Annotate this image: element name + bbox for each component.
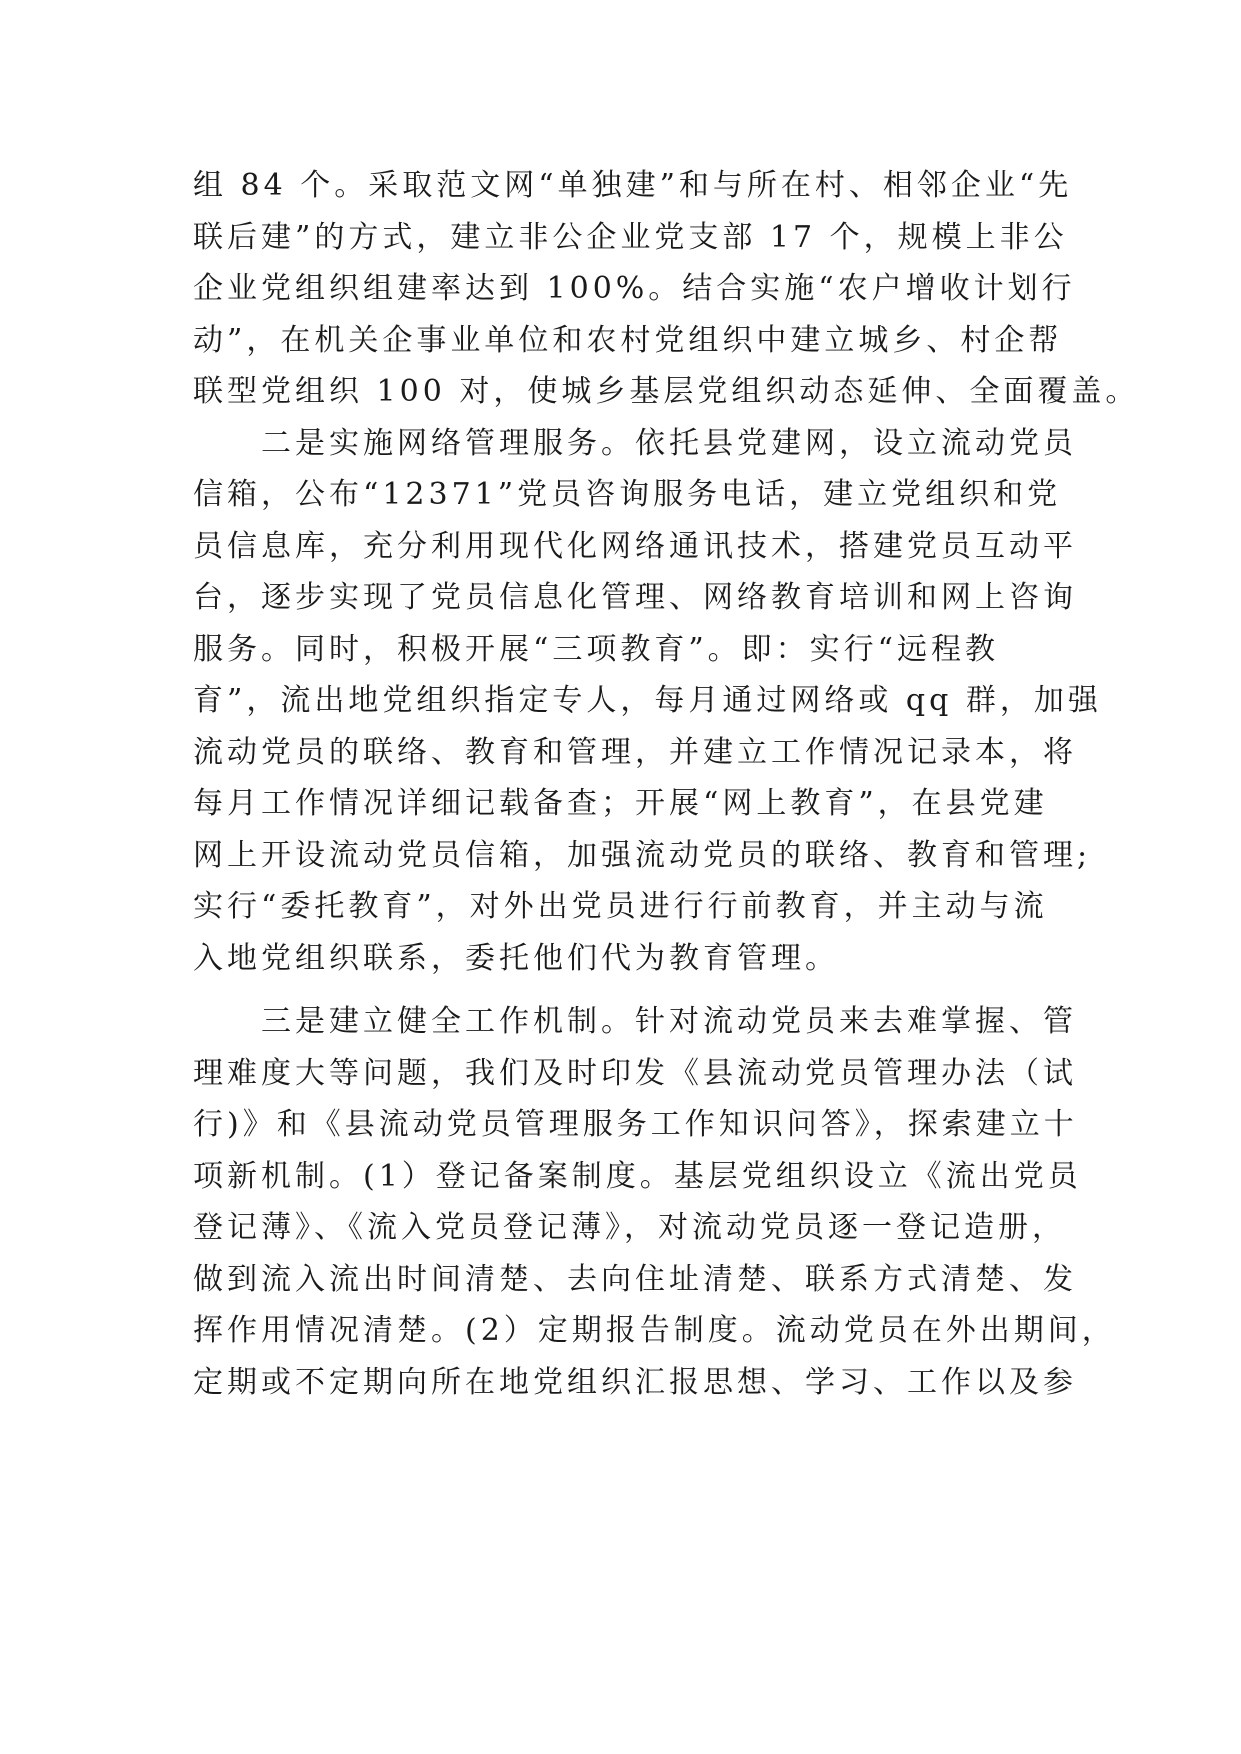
text-line: 台，逐步实现了党员信息化管理、网络教育培训和网上咨询 (193, 580, 1077, 615)
text-line: 定期或不定期向所在地党组织汇报思想、学习、工作以及参 (193, 1364, 1077, 1400)
text-line: 员信息库，充分利用现代化网络通讯技术，搭建党员互动平 (193, 528, 1077, 564)
text-line: 挥作用情况清楚。(2）定期报告制度。流动党员在外出期间， (193, 1313, 1116, 1348)
text-line: 项新机制。(1）登记备案制度。基层党组织设立《流出党员 (193, 1158, 1082, 1194)
text-line: 行)》和《县流动党员管理服务工作知识问答》，探索建立十 (193, 1107, 1078, 1142)
text-line: 联型党组织 100 对，使城乡基层党组织动态延伸、全面覆盖。 (193, 374, 1140, 409)
text-line: 实行“委托教育”，对外出党员进行行前教育，并主动与流 (193, 889, 1048, 924)
text-line: 动”，在机关企事业单位和农村党组织中建立城乡、村企帮 (193, 322, 1063, 358)
text-line: 每月工作情况详细记载备查；开展“网上教育”，在县党建 (193, 786, 1048, 821)
text-line: 信箱，公布“12371”党员咨询服务电话，建立党组织和党 (193, 477, 1062, 512)
text-line: 网上开设流动党员信箱，加强流动党员的联络、教育和管理; (193, 837, 1092, 873)
body-text (193, 160, 1140, 1408)
paragraph-gap (193, 984, 1055, 996)
text-line: 流动党员的联络、教育和管理，并建立工作情况记录本，将 (193, 734, 1077, 770)
text-line: 做到流入流出时间清楚、去向住址清楚、联系方式清楚、发 (193, 1261, 1077, 1297)
text-line: 服务。同时，积极开展“三项教育”。即：实行“远程教 (193, 631, 1000, 667)
text-line: 联后建”的方式，建立非公企业党支部 17 个，规模上非公 (193, 219, 1068, 255)
text-line: 登记薄》、《流入党员登记薄》，对流动党员逐一登记造册， (193, 1210, 1066, 1245)
text-line: 育”，流出地党组织指定专人，每月通过网络或 qq 群，加强 (193, 683, 1102, 718)
text-line: 企业党组织组建率达到 100%。结合实施“农户增收计划行 (193, 271, 1076, 306)
text-line: 组 84 个。采取范文网“单独建”和与所在村、相邻企业“先 (193, 168, 1073, 203)
text-line: 入地党组织联系，委托他们代为教育管理。 (193, 940, 839, 976)
text-line: 三是建立健全工作机制。针对流动党员来去难掌握、管 (193, 1004, 1077, 1039)
text-line: 二是实施网络管理服务。依托县党建网，设立流动党员 (193, 425, 1077, 461)
text-line: 理难度大等问题，我们及时印发《县流动党员管理办法（试 (193, 1055, 1077, 1091)
